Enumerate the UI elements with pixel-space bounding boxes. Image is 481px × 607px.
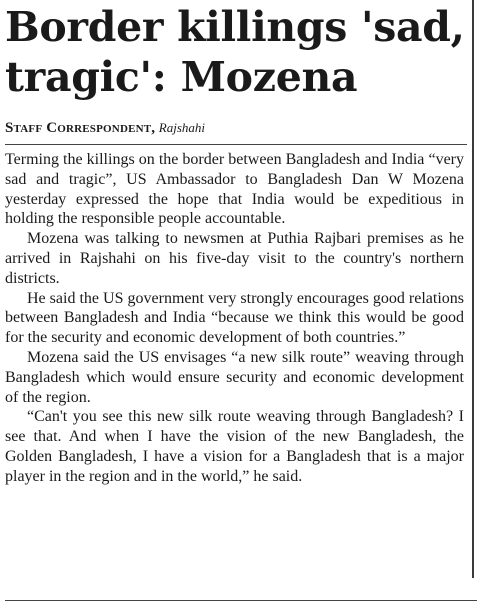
article-paragraph: “Can't you see this new silk route weaving through Bangladesh? I see that. And when I have the vision of the new Bangladesh, the Golden Bangladesh, I have a vision for a Bangladesh that is a major player in the region and in the world,” he said. — [5, 408, 464, 485]
article-paragraph: Terming the killings on the border between Bangladesh and India “very sad and tragic”, US Ambassador to Bangladesh Dan W Mozena yesterday expressed the hope that India would be expeditious in holding the responsible people accountable. — [5, 151, 464, 228]
article-body — [5, 150, 464, 487]
article-paragraph: Mozena was talking to newsmen at Puthia Rajbari premises as he arrived in Rajshahi on his five-day visit to the country's northern districts. — [5, 230, 464, 287]
byline — [5, 120, 205, 137]
column-rule — [472, 0, 474, 578]
article-paragraph: He said the US government very strongly encourages good relations between Bangladesh and India “because we think this would be good for the security and economic development of both countries.” — [5, 289, 464, 347]
headline: Border killings 'sad, tragic': Mozena — [5, 3, 465, 101]
article-paragraph: Mozena said the US envisages “a new silk route” weaving through Bangladesh which would ensure security and economic development of the region. — [5, 348, 464, 406]
byline-author: Staff Correspondent, — [5, 120, 156, 136]
bottom-divider — [5, 600, 477, 601]
byline-divider — [5, 144, 467, 145]
byline-location: Rajshahi — [158, 120, 205, 135]
